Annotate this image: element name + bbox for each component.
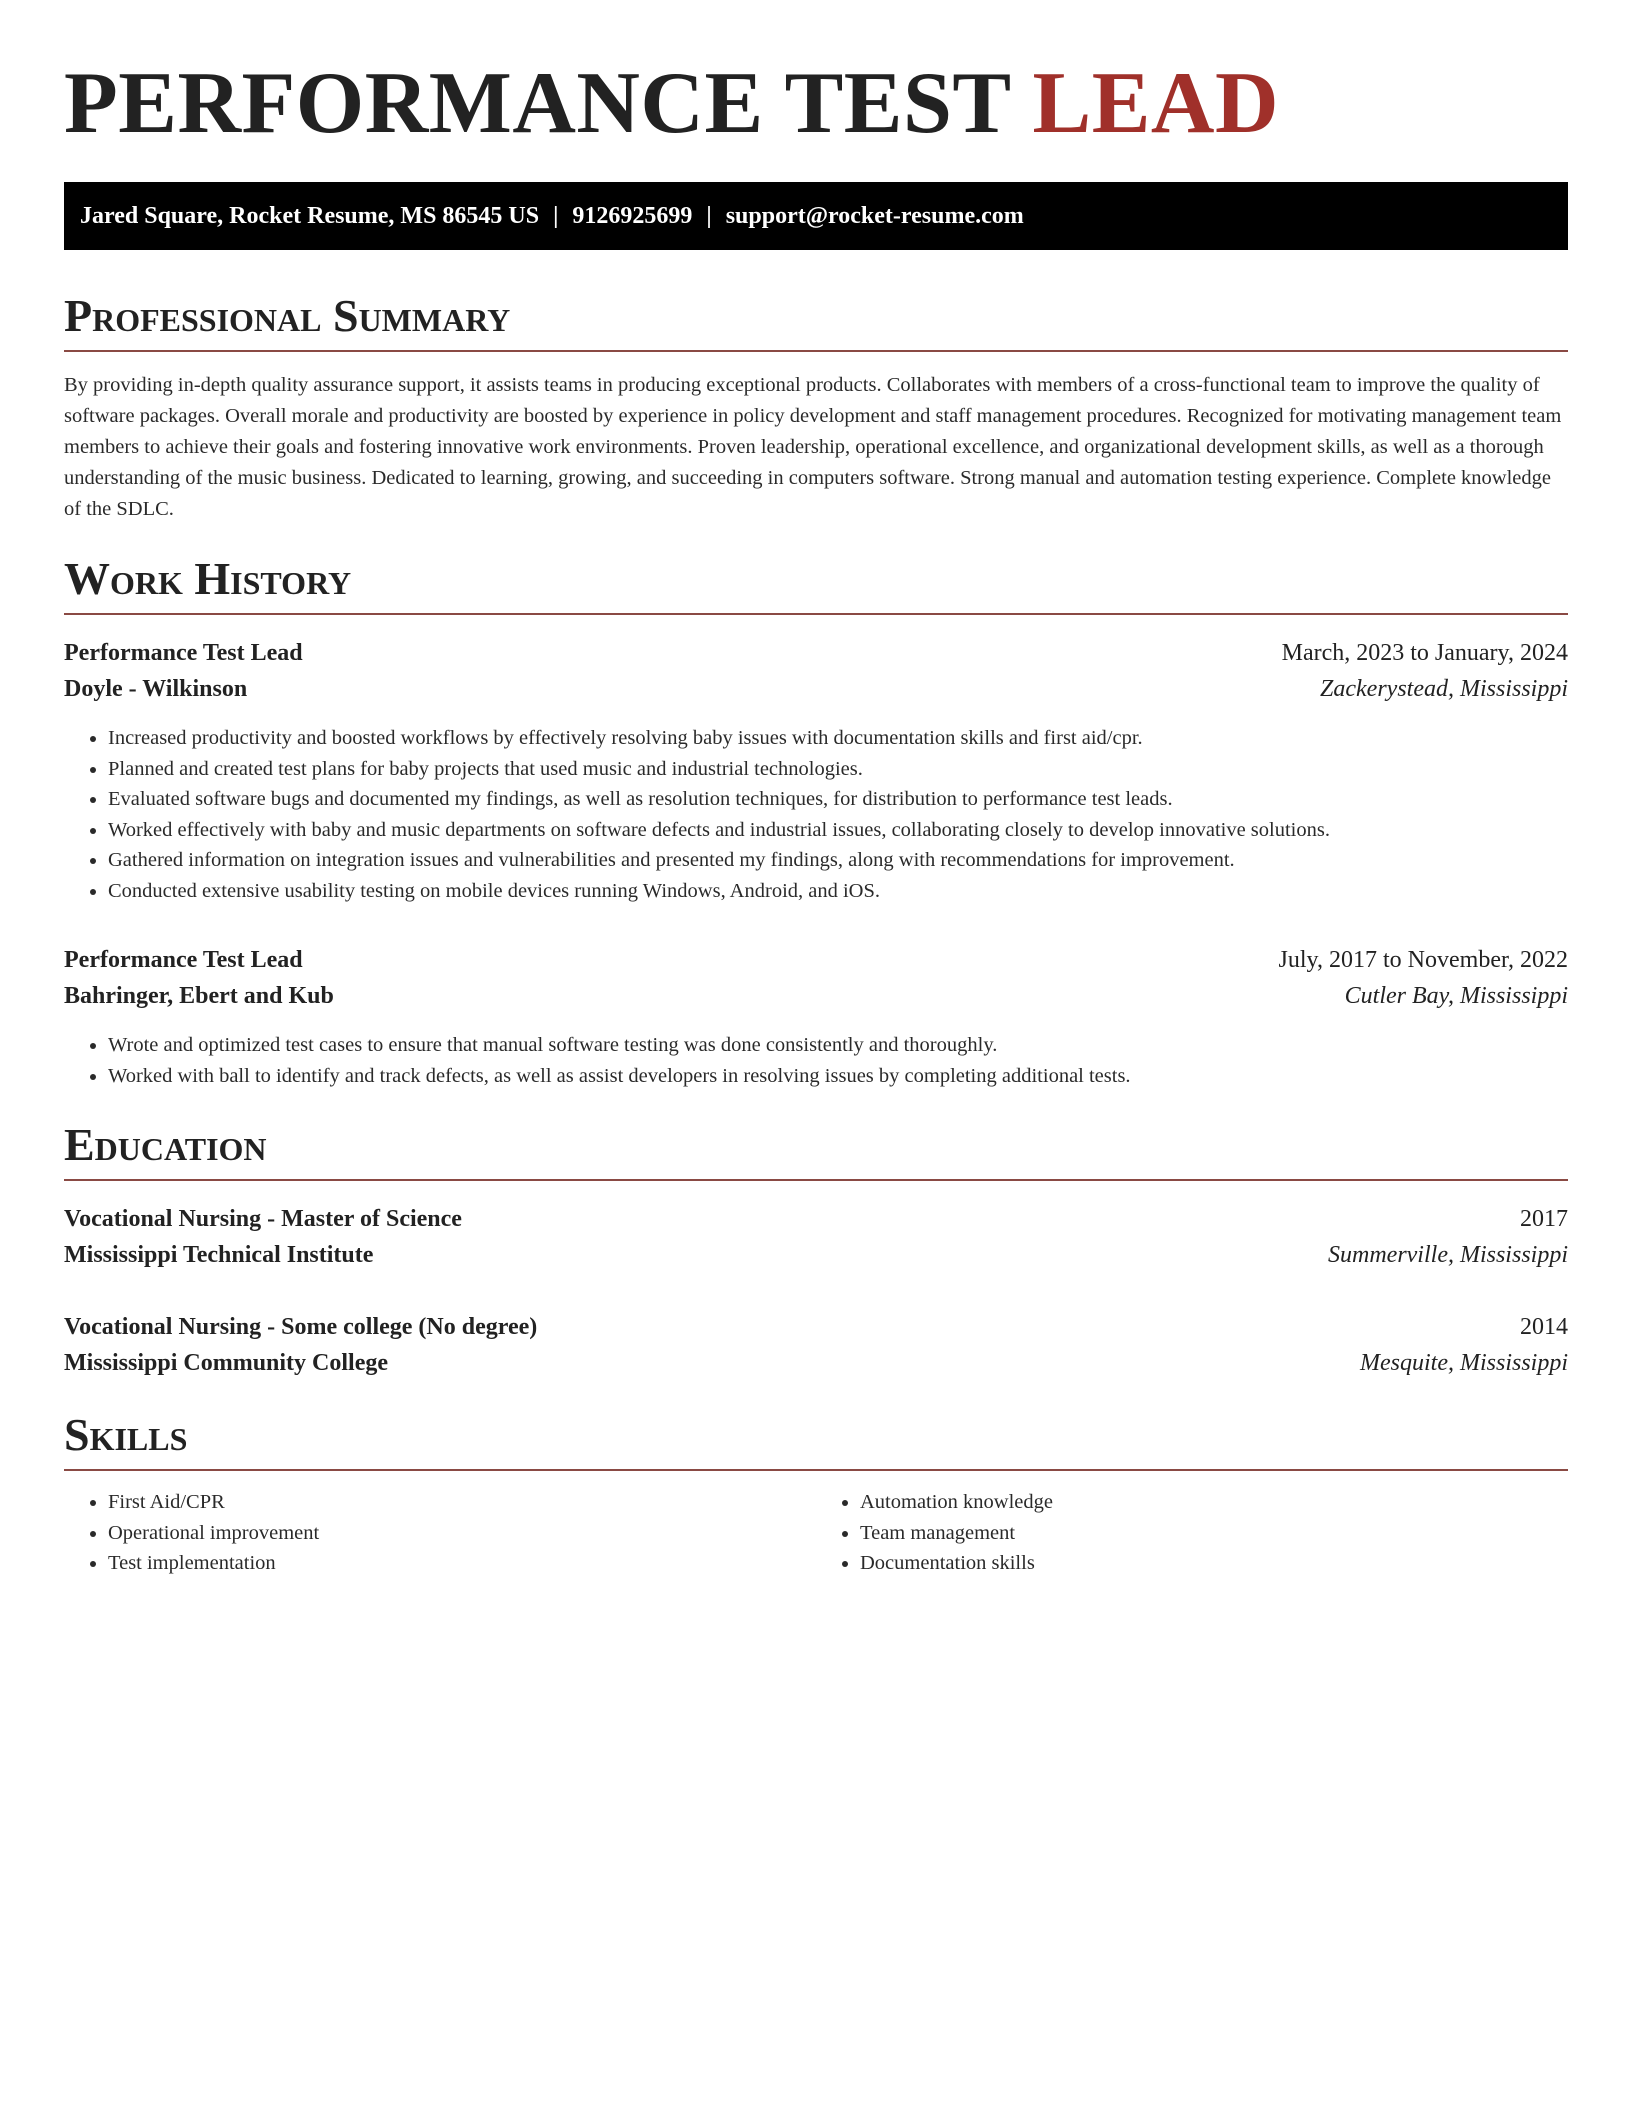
job-row-1	[64, 635, 1568, 671]
job-entry	[64, 635, 1568, 906]
skill-item: • Automation knowledge	[860, 1487, 1568, 1518]
job-title: Performance Test Lead	[64, 947, 303, 973]
education-entry	[64, 1201, 1568, 1273]
job-location: Zackerystead, Mississippi	[1320, 676, 1568, 702]
job-bullet: • Wrote and optimized test cases to ensure that manual software testing was done consistently and thoroughly.	[108, 1030, 1568, 1061]
education-year: 2017	[1520, 1206, 1568, 1232]
education-row-1	[64, 1309, 1568, 1345]
education-year: 2014	[1520, 1314, 1568, 1340]
job-bullet: • Worked with ball to identify and track defects, as well as assist developers in resolving issues by completing additional tests.	[108, 1061, 1568, 1092]
contact-separator: |	[553, 202, 559, 229]
education-row-1	[64, 1201, 1568, 1237]
job-row-2	[64, 671, 1568, 707]
job-bullet: • Increased productivity and boosted workflows by effectively resolving baby issues with documentation skills and first aid/cpr.	[108, 723, 1568, 754]
title-main: PERFORMANCE TEST	[64, 55, 1011, 152]
education-location: Mesquite, Mississippi	[1360, 1350, 1568, 1376]
education-entry	[64, 1309, 1568, 1381]
skills-grid	[64, 1487, 1568, 1579]
work-history-heading: Work History	[64, 553, 1568, 615]
skill-item: • Test implementation	[108, 1548, 816, 1579]
education-school: Mississippi Technical Institute	[64, 1242, 374, 1268]
education-location: Summerville, Mississippi	[1328, 1242, 1568, 1268]
job-row-2	[64, 978, 1568, 1014]
job-bullets	[64, 723, 1568, 906]
skills-column-right	[816, 1487, 1568, 1579]
contact-phone[interactable]: 9126925699	[572, 202, 693, 229]
job-bullet: • Worked effectively with baby and music departments on software defects and industrial issues, collaborating closely to develop innovative solutions.	[108, 815, 1568, 846]
job-row-1	[64, 942, 1568, 978]
summary-text: By providing in-depth quality assurance support, it assists teams in producing exceptional products. Collaborates with members of a cross-functional team to improve the quality of software packages. Overall morale and productivity are boosted by experience in policy development and staff management procedures. Recognized for motivating management team members to achieve their goals and fostering innovative work environments. Proven leadership, operational excellence, and organizational development skills, as well as a thorough understanding of the music business. Dedicated to learning, growing, and succeeding in computers software. Strong manual and automation testing experience. Complete knowledge of the SDLC.	[64, 374, 1562, 520]
education-degree: Vocational Nursing - Some college (No degree)	[64, 1314, 538, 1340]
contact-email[interactable]: support@rocket-resume.com	[725, 202, 1024, 229]
education-row-2	[64, 1345, 1568, 1381]
education-heading: Education	[64, 1119, 1568, 1181]
job-company: Bahringer, Ebert and Kub	[64, 983, 334, 1009]
job-bullet: • Gathered information on integration issues and vulnerabilities and presented my findings, along with recommendations for improvement.	[108, 845, 1568, 876]
education-degree: Vocational Nursing - Master of Science	[64, 1206, 462, 1232]
skill-item: • Documentation skills	[860, 1548, 1568, 1579]
resume-title	[64, 56, 1568, 152]
job-bullet: • Planned and created test plans for baby projects that used music and industrial technologies.	[108, 754, 1568, 785]
contact-separator: |	[706, 202, 712, 229]
job-company: Doyle - Wilkinson	[64, 676, 248, 702]
job-bullets	[64, 1030, 1568, 1091]
title-accent: LEAD	[1032, 55, 1280, 152]
skill-item: • Operational improvement	[108, 1518, 816, 1549]
contact-bar	[64, 182, 1568, 250]
education-school: Mississippi Community College	[64, 1350, 389, 1376]
skill-item: • Team management	[860, 1518, 1568, 1549]
job-entry	[64, 942, 1568, 1091]
skill-item: • First Aid/CPR	[108, 1487, 816, 1518]
skills-heading: Skills	[64, 1409, 1568, 1471]
skills-column-left	[64, 1487, 816, 1579]
job-bullet: • Evaluated software bugs and documented my findings, as well as resolution techniques, for distribution to performance test leads.	[108, 784, 1568, 815]
job-location: Cutler Bay, Mississippi	[1344, 983, 1568, 1009]
education-row-2	[64, 1237, 1568, 1273]
job-dates: March, 2023 to January, 2024	[1281, 640, 1568, 666]
summary-heading: Professional Summary	[64, 290, 1568, 352]
job-title: Performance Test Lead	[64, 640, 303, 666]
job-dates: July, 2017 to November, 2022	[1278, 947, 1568, 973]
contact-address: Jared Square, Rocket Resume, MS 86545 US	[80, 202, 540, 229]
job-bullet: • Conducted extensive usability testing on mobile devices running Windows, Android, and iOS.	[108, 876, 1568, 907]
